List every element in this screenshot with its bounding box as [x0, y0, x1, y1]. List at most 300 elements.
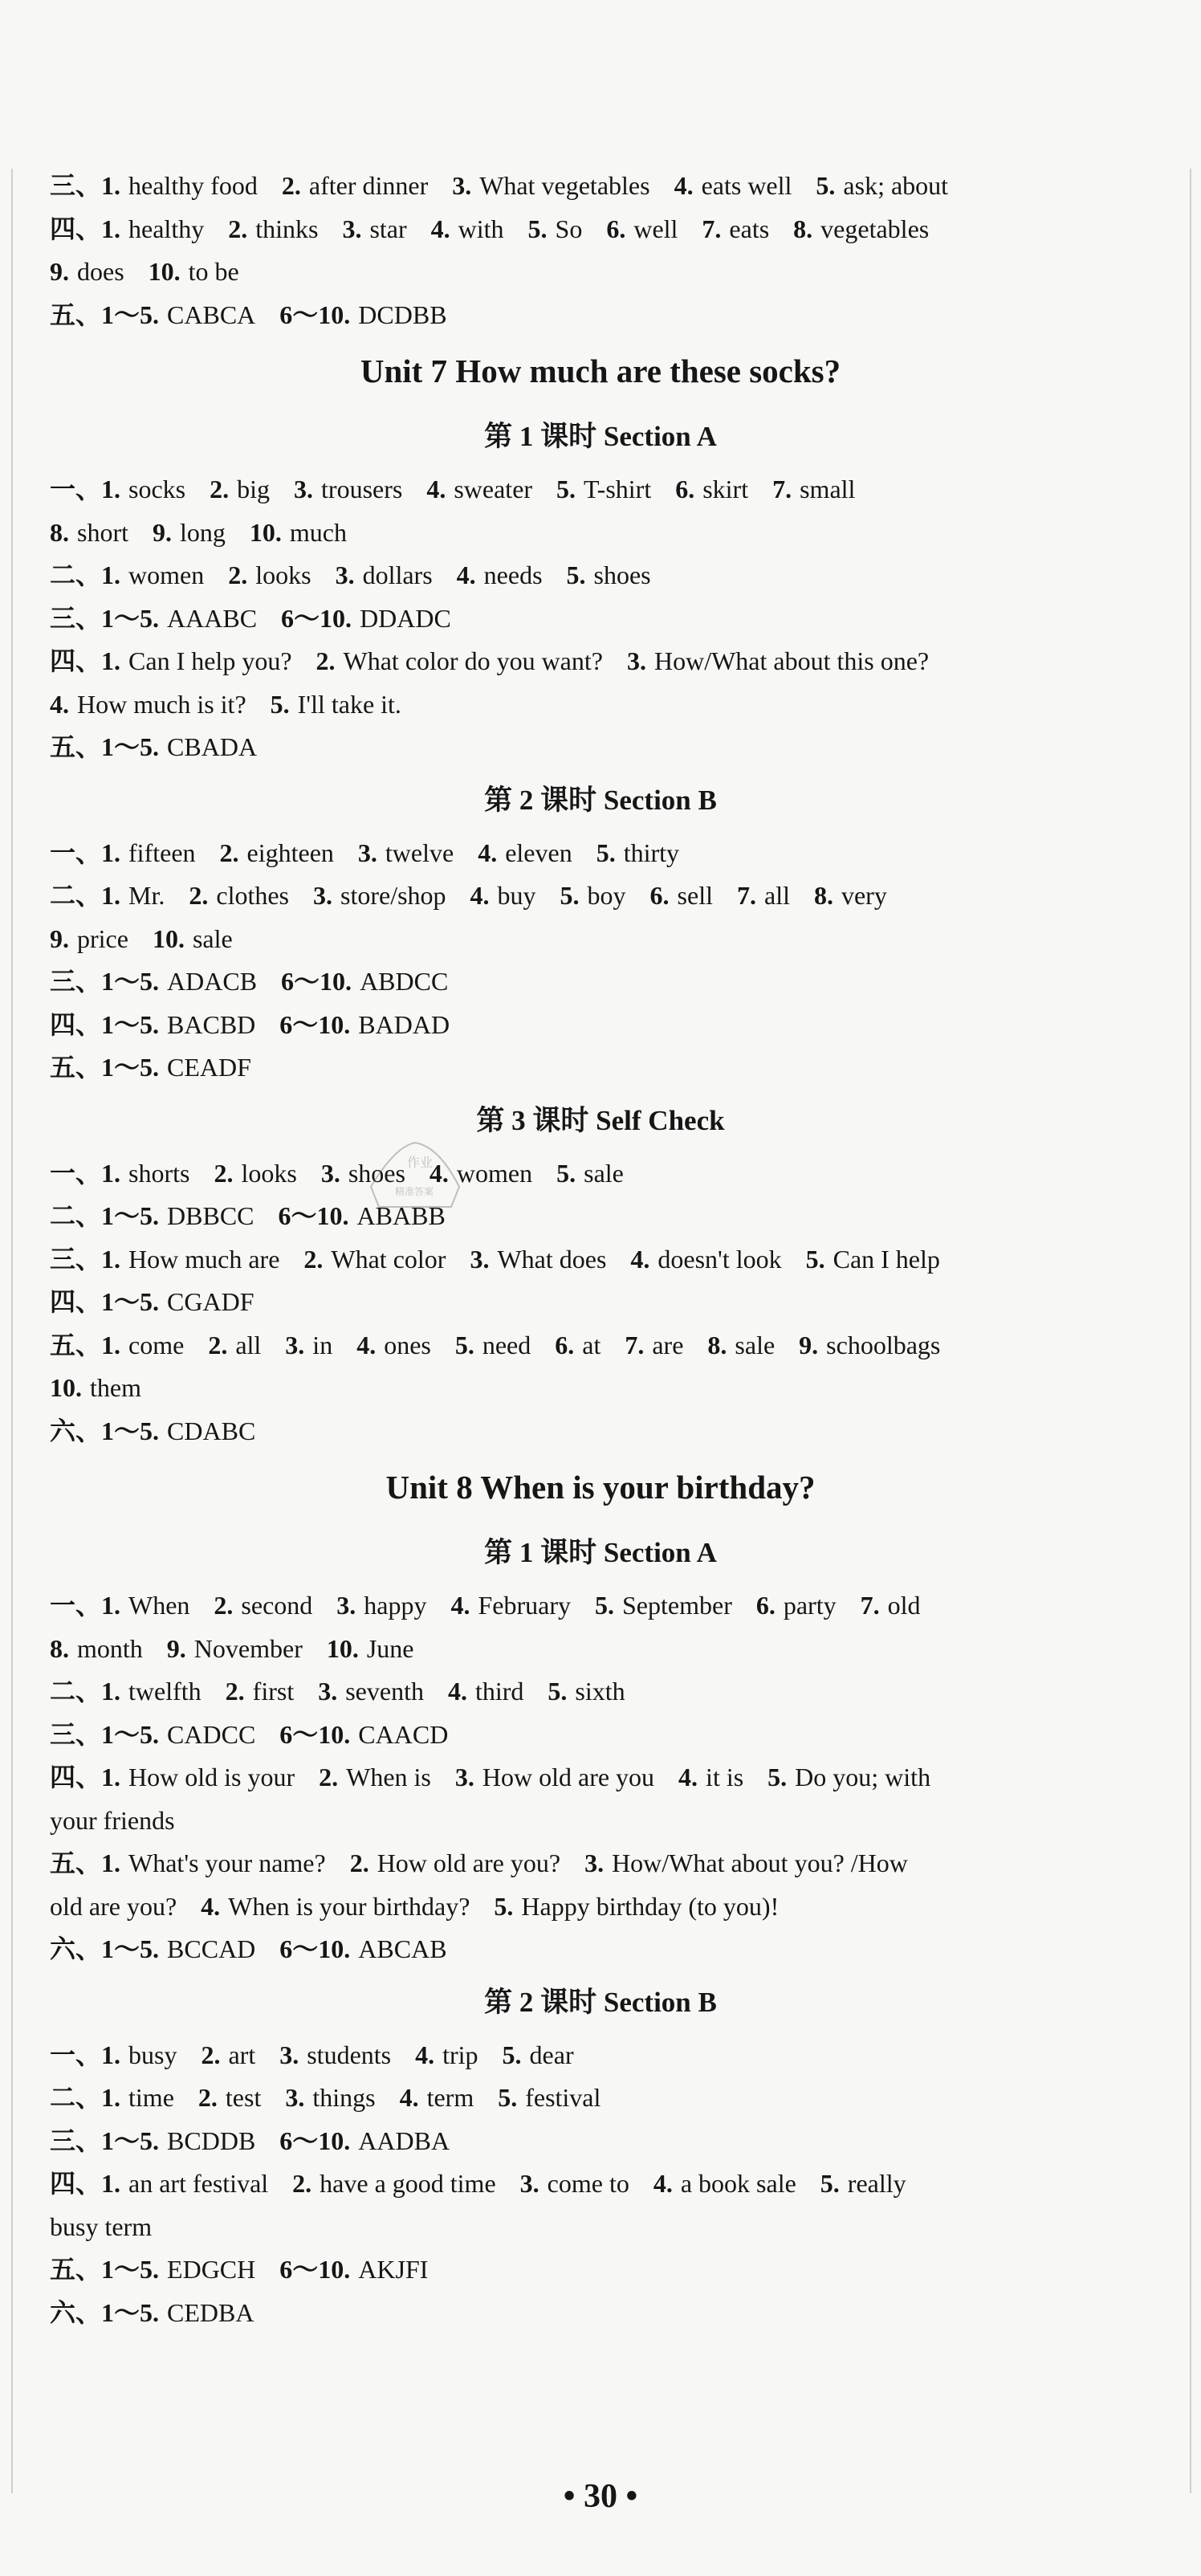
- answer-text: What does: [497, 1244, 607, 1274]
- answer-text: How/What about this one?: [653, 646, 930, 675]
- exercise-label: 二、: [50, 1201, 102, 1230]
- answer-text: CGADF: [167, 1287, 254, 1316]
- answer-number: 3.: [342, 214, 362, 243]
- answer-text: an art festival: [128, 2169, 269, 2198]
- answer-text: Do you; with: [795, 1763, 931, 1791]
- answer-number: 1～5.: [101, 1934, 160, 1963]
- answer-number: 3.: [470, 1244, 490, 1274]
- answer-text: eleven: [505, 838, 572, 867]
- answer-number: 1～5.: [101, 1416, 160, 1445]
- answer-text: How much are: [128, 1244, 280, 1274]
- answer-number: 2.: [303, 1244, 324, 1274]
- answer-text: June: [366, 1633, 414, 1663]
- answer-number: 2.: [319, 1763, 339, 1791]
- answer-number: 2.: [281, 171, 301, 200]
- answer-text: art: [228, 2040, 256, 2069]
- answer-text: CAACD: [358, 1719, 449, 1749]
- answer-text: sweater: [454, 475, 533, 503]
- answer-number: 3.: [452, 171, 472, 200]
- answer-text: fifteen: [128, 838, 196, 867]
- answer-text: ask; about: [843, 171, 949, 200]
- answer-number: 5.: [556, 475, 576, 503]
- answer-line: [50, 1004, 1151, 1047]
- answer-text: BCCAD: [167, 1934, 256, 1963]
- answer-text: What color do you want?: [343, 646, 603, 675]
- answer-line: [50, 2248, 1151, 2292]
- answer-number: 3.: [318, 1677, 338, 1706]
- exercise-label: 二、: [50, 881, 102, 910]
- answer-number: 1.: [101, 838, 121, 867]
- answer-number: 6～10.: [279, 1934, 351, 1963]
- answer-text: socks: [128, 475, 186, 503]
- answer-text: DCDBB: [358, 300, 447, 329]
- answer-text: ABDCC: [360, 967, 449, 996]
- answer-number: 5.: [820, 2169, 840, 2198]
- answer-line: [50, 294, 1151, 337]
- answer-text: Happy birthday (to you)!: [521, 1891, 780, 1921]
- answer-text: long: [180, 517, 226, 547]
- answer-number: 4.: [456, 560, 476, 589]
- answer-line: [50, 1238, 1151, 1282]
- exercise-label: 六、: [50, 1934, 102, 1963]
- exercise-label: 五、: [50, 1330, 102, 1359]
- answer-text: students: [307, 2040, 392, 2069]
- answer-text: clothes: [216, 881, 289, 910]
- answer-text: women: [128, 560, 205, 589]
- answer-number: 10.: [152, 923, 185, 953]
- answer-number: 8.: [707, 1330, 727, 1359]
- answer-text: Can I help: [833, 1244, 940, 1274]
- answer-line: [50, 512, 1151, 555]
- answer-line: [50, 1714, 1151, 1757]
- answer-number: 4.: [50, 689, 69, 719]
- answer-number: 2.: [316, 646, 336, 675]
- answer-number: 7.: [625, 1330, 645, 1359]
- answer-line: [50, 165, 1151, 208]
- answer-number: 1.: [101, 1763, 121, 1791]
- answer-text: sale: [735, 1330, 776, 1359]
- answer-number: 1～5.: [101, 300, 160, 329]
- answer-text: eats well: [701, 171, 792, 200]
- answer-text: trousers: [321, 475, 403, 503]
- answer-number: 4.: [447, 1677, 467, 1706]
- answer-text: doesn't look: [657, 1244, 782, 1274]
- answer-text: When is: [346, 1763, 431, 1791]
- answer-number: 1.: [101, 171, 121, 200]
- answer-text: a book sale: [680, 2169, 796, 2198]
- answer-text: So: [555, 214, 583, 243]
- answer-number: 3.: [454, 1763, 474, 1791]
- answer-number: 10.: [50, 1373, 82, 1402]
- answer-number: 1～5.: [101, 1201, 160, 1230]
- answer-text: third: [474, 1677, 524, 1706]
- answer-text: schoolbags: [826, 1330, 941, 1359]
- answer-number: 6～10.: [279, 2255, 351, 2284]
- exercise-label: 四、: [50, 646, 102, 675]
- answer-number: 4.: [478, 838, 498, 867]
- exercise-label: 三、: [50, 603, 102, 633]
- answer-text: old are you?: [50, 1891, 177, 1921]
- answer-text: AADBA: [358, 2126, 450, 2155]
- exercise-label: 五、: [50, 2255, 102, 2284]
- answer-line: [50, 554, 1151, 597]
- answer-number: 1.: [101, 1330, 121, 1359]
- answer-text: November: [193, 1633, 303, 1663]
- exercise-label: 五、: [50, 1053, 102, 1082]
- exercise-label: 五、: [50, 300, 102, 329]
- answer-number: 2.: [201, 2040, 221, 2069]
- answer-text: T-shirt: [584, 475, 652, 503]
- answer-number: 3.: [279, 2040, 299, 2069]
- answer-line: [50, 1324, 1151, 1367]
- answer-line: [50, 640, 1151, 683]
- exercise-label: 二、: [50, 560, 102, 589]
- answer-text: to be: [188, 257, 239, 286]
- answer-line: [50, 597, 1151, 641]
- answer-text: What vegetables: [479, 171, 650, 200]
- answer-number: 2.: [225, 1677, 245, 1706]
- unit-title: Unit 7 How much are these socks?: [360, 353, 841, 389]
- answer-number: 2.: [228, 214, 248, 243]
- answer-number: 1.: [101, 1244, 121, 1274]
- answer-text: all: [763, 881, 790, 910]
- answer-text: busy: [128, 2040, 177, 2069]
- answer-text: When: [128, 1591, 190, 1620]
- answer-number: 1～5.: [101, 603, 160, 633]
- answer-number: 4.: [415, 2040, 435, 2069]
- left-margin-rule: [11, 169, 13, 2493]
- answer-number: 2.: [349, 1848, 369, 1877]
- svg-text:精准答案: 精准答案: [395, 1186, 434, 1197]
- answer-number: 1.: [101, 560, 121, 589]
- answer-number: 6.: [755, 1591, 776, 1620]
- exercise-label: 四、: [50, 1287, 102, 1316]
- answer-text: price: [77, 923, 128, 953]
- answer-number: 9.: [166, 1633, 186, 1663]
- answer-text: festival: [525, 2083, 601, 2112]
- answer-line: [50, 1800, 1151, 1843]
- answer-number: 3.: [335, 560, 355, 589]
- exercise-label: 四、: [50, 214, 102, 243]
- answer-number: 5.: [805, 1244, 825, 1274]
- answer-text: month: [77, 1633, 143, 1663]
- answer-number: 5.: [767, 1763, 788, 1791]
- answer-text: big: [237, 475, 271, 503]
- answer-text: shoes: [593, 560, 651, 589]
- answer-line: [50, 683, 1151, 727]
- answer-text: ABABB: [356, 1201, 446, 1230]
- answer-text: in: [312, 1330, 333, 1359]
- answer-line: [50, 1885, 1151, 1929]
- answer-number: 3.: [336, 1591, 356, 1620]
- answer-text: How much is it?: [77, 689, 246, 719]
- exercise-label: 三、: [50, 2126, 102, 2155]
- answer-number: 5.: [494, 1891, 514, 1921]
- answer-number: 1.: [101, 1591, 121, 1620]
- answer-number: 3.: [313, 881, 332, 910]
- answer-text: I'll take it.: [297, 689, 401, 719]
- answer-number: 1～5.: [101, 2126, 160, 2155]
- answer-text: CADCC: [167, 1719, 256, 1749]
- answer-number: 1～5.: [101, 2297, 160, 2327]
- exercise-label: 一、: [50, 1591, 102, 1620]
- answer-text: all: [235, 1330, 262, 1359]
- answer-text: Mr.: [128, 881, 165, 910]
- answer-line: [50, 2162, 1151, 2206]
- answer-number: 2.: [228, 560, 248, 589]
- answer-line: [50, 2292, 1151, 2335]
- answer-text: Can I help you?: [128, 646, 292, 675]
- answer-text: shorts: [128, 1158, 190, 1188]
- answer-text: second: [241, 1591, 313, 1620]
- answer-text: store/shop: [340, 881, 446, 910]
- section-title: 第 1 课时 Section A: [484, 1537, 717, 1568]
- answer-line: [50, 1628, 1151, 1671]
- exercise-label: 一、: [50, 1158, 102, 1188]
- answer-text: eats: [729, 214, 770, 243]
- answer-text: sale: [584, 1158, 624, 1188]
- answer-number: 1.: [101, 475, 121, 503]
- page-number: • 30 •: [563, 2478, 638, 2515]
- answer-number: 4.: [429, 1158, 449, 1188]
- answer-number: 6.: [675, 475, 695, 503]
- exercise-label: 二、: [50, 2083, 102, 2112]
- answer-number: 7.: [772, 475, 792, 503]
- answer-text: happy: [364, 1591, 427, 1620]
- answer-number: 7.: [736, 881, 756, 910]
- exercise-label: 三、: [50, 967, 102, 996]
- answer-number: 3.: [626, 646, 646, 675]
- answer-line: [50, 2077, 1151, 2120]
- answer-line: [50, 832, 1151, 875]
- exercise-label: 五、: [50, 1848, 102, 1877]
- exercise-label: 一、: [50, 475, 102, 503]
- answer-line: [50, 208, 1151, 251]
- answer-line: [50, 1046, 1151, 1090]
- answer-number: 2.: [210, 475, 230, 503]
- answer-number: 4.: [653, 2169, 673, 2198]
- answer-number: 3.: [320, 1158, 340, 1188]
- unit-title: Unit 8 When is your birthday?: [385, 1469, 816, 1506]
- answer-number: 9.: [153, 517, 172, 547]
- answer-number: 5.: [596, 838, 616, 867]
- answer-number: 5.: [498, 2083, 518, 2112]
- answer-text: with: [458, 214, 504, 243]
- answer-text: ADACB: [167, 967, 258, 996]
- answer-number: 4.: [450, 1591, 470, 1620]
- answer-number: 6～10.: [279, 2126, 351, 2155]
- answer-text: short: [77, 517, 128, 547]
- answer-number: 3.: [584, 1848, 605, 1877]
- answer-number: 6.: [649, 881, 670, 910]
- answer-number: 1～5.: [101, 732, 160, 761]
- answer-text: CABCA: [167, 300, 256, 329]
- answer-text: DBBCC: [167, 1201, 254, 1230]
- answer-number: 5.: [454, 1330, 474, 1359]
- answer-number: 1.: [101, 2169, 121, 2198]
- answer-text: things: [312, 2083, 376, 2112]
- answer-text: very: [841, 881, 887, 910]
- answer-text: How old are you?: [377, 1848, 561, 1877]
- answer-number: 9.: [50, 257, 69, 286]
- answer-number: 1.: [101, 1677, 121, 1706]
- answer-number: 8.: [50, 1633, 69, 1663]
- answer-number: 2.: [214, 1591, 234, 1620]
- answer-line: [50, 468, 1151, 512]
- answer-number: 4.: [430, 214, 450, 243]
- answer-number: 6～10.: [281, 603, 352, 633]
- answer-text: CBADA: [167, 732, 258, 761]
- answer-text: party: [783, 1591, 837, 1620]
- answer-line: [50, 1928, 1151, 1971]
- section-title: 第 1 课时 Section A: [484, 421, 717, 452]
- exercise-label: 四、: [50, 2169, 102, 2198]
- answer-number: 4.: [356, 1330, 377, 1359]
- answer-line: [50, 726, 1151, 769]
- exercise-label: 三、: [50, 1244, 102, 1274]
- answer-number: 7.: [860, 1591, 880, 1620]
- answer-text: EDGCH: [167, 2255, 256, 2284]
- answer-number: 6.: [606, 214, 626, 243]
- answer-text: September: [622, 1591, 732, 1620]
- answer-line: [50, 960, 1151, 1004]
- answer-text: AAABC: [167, 603, 258, 633]
- answer-number: 4.: [470, 881, 490, 910]
- answer-text: seventh: [345, 1677, 424, 1706]
- svg-text:作业: 作业: [407, 1155, 434, 1170]
- answer-text: looks: [255, 560, 311, 589]
- answer-line: [50, 1195, 1151, 1238]
- answer-text: CEADF: [167, 1053, 251, 1082]
- exercise-label: 一、: [50, 2040, 102, 2069]
- exercise-label: 三、: [50, 1719, 102, 1749]
- answer-line: [50, 2206, 1151, 2249]
- answer-number: 2.: [189, 881, 209, 910]
- answer-text: sale: [192, 923, 233, 953]
- answer-text: What's your name?: [128, 1848, 326, 1877]
- answer-number: 1～5.: [101, 1719, 160, 1749]
- answer-text: star: [369, 214, 407, 243]
- answer-number: 8.: [793, 214, 813, 243]
- answer-number: 10.: [249, 517, 282, 547]
- answer-number: 7.: [702, 214, 722, 243]
- exercise-label: 六、: [50, 1416, 102, 1445]
- answer-number: 1.: [101, 2083, 121, 2112]
- answer-text: healthy food: [128, 171, 258, 200]
- answer-number: 6～10.: [279, 300, 351, 329]
- answer-number: 3.: [519, 2169, 539, 2198]
- section-title: 第 2 课时 Section B: [484, 1986, 717, 2018]
- answer-text: How old are you: [482, 1763, 655, 1791]
- answer-number: 1.: [101, 1848, 121, 1877]
- answer-number: 6～10.: [278, 1201, 349, 1230]
- exercise-label: 五、: [50, 732, 102, 761]
- answer-text: What color: [331, 1244, 446, 1274]
- answer-number: 1～5.: [101, 1287, 160, 1316]
- answer-number: 4.: [201, 1891, 221, 1921]
- answer-number: 2.: [197, 2083, 218, 2112]
- answer-number: 5.: [560, 881, 580, 910]
- answer-number: 2.: [219, 838, 239, 867]
- answer-number: 3.: [357, 838, 377, 867]
- answer-number: 10.: [326, 1633, 359, 1663]
- answer-line: [50, 1281, 1151, 1324]
- answer-text: buy: [497, 881, 536, 910]
- answer-text: have a good time: [320, 2169, 496, 2198]
- answer-number: 1～5.: [101, 1009, 160, 1039]
- answer-number: 1～5.: [101, 2255, 160, 2284]
- answer-text: ABCAB: [358, 1934, 447, 1963]
- exercise-label: 四、: [50, 1009, 102, 1039]
- answer-text: come: [128, 1330, 185, 1359]
- section-title: 第 2 课时 Section B: [484, 784, 717, 816]
- answer-number: 5.: [270, 689, 290, 719]
- answer-text: CDABC: [167, 1416, 256, 1445]
- answer-number: 5.: [502, 2040, 522, 2069]
- answer-number: 8.: [813, 881, 833, 910]
- answer-line: [50, 1367, 1151, 1410]
- answer-key-content: [50, 165, 1151, 2334]
- answer-number: 1～5.: [101, 967, 160, 996]
- answer-line: [50, 1152, 1151, 1196]
- answer-text: trip: [442, 2040, 478, 2069]
- answer-text: time: [128, 2083, 174, 2112]
- answer-number: 5.: [816, 171, 836, 200]
- answer-text: BACBD: [167, 1009, 256, 1039]
- answer-number: 6.: [555, 1330, 575, 1359]
- answer-number: 1.: [101, 214, 121, 243]
- answer-number: 4.: [678, 1763, 698, 1791]
- answer-text: really: [847, 2169, 906, 2198]
- answer-text: old: [887, 1591, 921, 1620]
- answer-number: 10.: [148, 257, 181, 286]
- answer-line: [50, 874, 1151, 918]
- answer-text: well: [633, 214, 678, 243]
- answer-line: [50, 918, 1151, 961]
- answer-number: 4.: [426, 475, 446, 503]
- answer-number: 2.: [208, 1330, 228, 1359]
- answer-number: 1～5.: [101, 1053, 160, 1082]
- answer-number: 5.: [556, 1158, 576, 1188]
- answer-text: after dinner: [308, 171, 429, 200]
- answer-number: 5.: [595, 1591, 614, 1620]
- exercise-label: 四、: [50, 1763, 102, 1791]
- answer-text: twelfth: [128, 1677, 202, 1706]
- answer-text: at: [582, 1330, 601, 1359]
- section-title: 第 3 课时 Self Check: [476, 1104, 725, 1136]
- answer-text: twelve: [385, 838, 454, 867]
- answer-number: 3.: [294, 475, 314, 503]
- answer-number: 4.: [674, 171, 694, 200]
- answer-line: [50, 1584, 1151, 1628]
- answer-number: 8.: [50, 517, 69, 547]
- answer-text: thirty: [623, 838, 680, 867]
- answer-line: [50, 2034, 1151, 2077]
- answer-text: are: [652, 1330, 684, 1359]
- answer-line: [50, 251, 1151, 294]
- answer-line: [50, 1842, 1151, 1885]
- answer-text: How/What about you? /How: [612, 1848, 908, 1877]
- answer-text: needs: [483, 560, 543, 589]
- answer-number: 9.: [50, 923, 69, 953]
- answer-text: How old is your: [128, 1763, 295, 1791]
- answer-text: BCDDB: [167, 2126, 256, 2155]
- answer-text: sell: [677, 881, 713, 910]
- answer-number: 1.: [101, 1158, 121, 1188]
- answer-text: need: [482, 1330, 531, 1359]
- right-margin-rule: [1190, 169, 1191, 2493]
- answer-text: busy term: [50, 2211, 153, 2241]
